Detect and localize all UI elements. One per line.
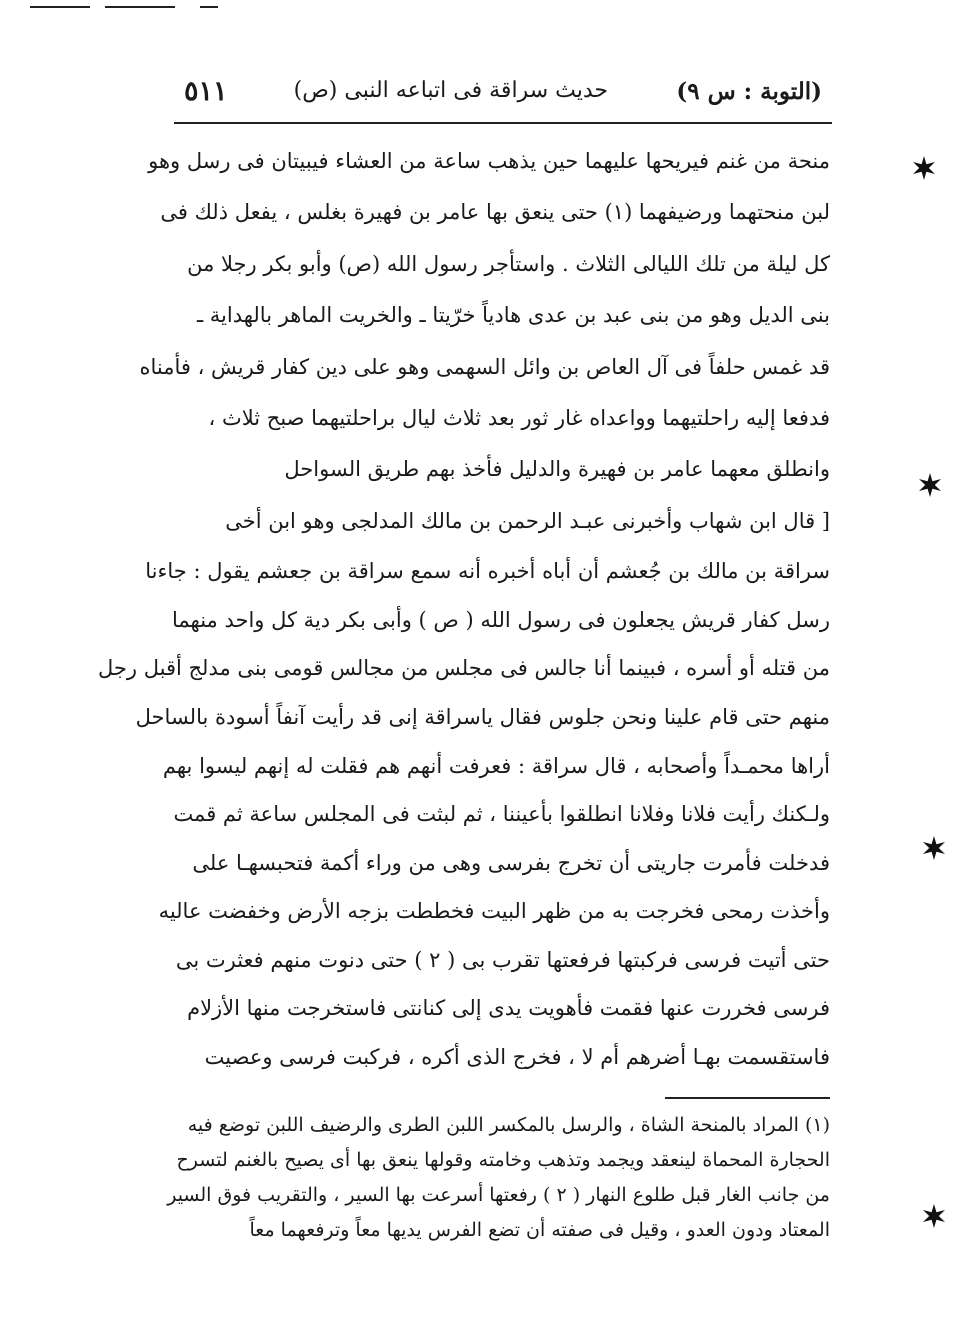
text-line: لبن منحتهما ورضيفهما (١) حتى ينعق بها عامر بن فهيرة بغلس ، يفعل ذلك فى [160, 200, 830, 225]
scan-mark [30, 6, 90, 8]
text-line: فدخلت فأمرت جاريتى أن تخرج بفرسى وهى من وراء أكمة فتحبسهـا على [192, 850, 830, 875]
star-icon [911, 155, 937, 181]
footnote-line: الحجارة المحماة لينعقد ويجمد وتذهب وخامته وقولها ينعق بها أى يصيح بالغنم لتسرح [176, 1149, 830, 1171]
text-line: كل ليلة من تلك الليالى الثلاث . واستأجر رسول الله (ص) وأبو بكر رجلا من [187, 251, 830, 276]
text-line: فاستقسمت بهـا أضرهم أم لا ، فخرج الذى أكره ، فركبت فرسى وعصيت [204, 1045, 830, 1070]
text-line: من قتله أو أسره ، فبينما أنا جالس فى مجلس من مجالس قومى بنى مدلج أقبل رجل [98, 656, 830, 681]
text-line: ولـكنك رأيت فلانا وفلانا انطلقوا بأعيننا ، ثم لبثت فى المجلس ساعة ثم قمت [173, 802, 830, 827]
scan-mark [200, 6, 218, 8]
footnote-line: (١) المراد بالمنحة الشاة ، والرسل بالمكسر اللبن الطرى والرضيف اللبن توضع فيه [187, 1114, 830, 1136]
text-line: أراها محمـداً وأصحابه ، قال سراقة : فعرفت أنهم هم فقلت له إنهم ليسوا بهم [162, 753, 830, 778]
text-line: فرسى فخررت عنها فقمت فأهويت يدى إلى كنانتى فاستخرجت منها الأزلام [187, 996, 830, 1021]
star-icon [921, 1203, 947, 1229]
footnotes [167, 1108, 830, 1248]
header-divider [174, 122, 832, 124]
text-line: حتى أتيت فرسى فركبتها فرفعتها تقرب بى ( ٢ ) حتى دنوت منهم فعثرت بى [175, 947, 830, 972]
star-icon [921, 835, 947, 861]
text-line: وانطلق معهما عامر بن فهيرة والدليل فأخذ بهم طريق السواحل [284, 457, 830, 482]
text-line: رسل كفار قريش يجعلون فى رسول الله ( ص ) وأبى بكر دية كل واحد منهما [171, 607, 830, 632]
text-line: فدفعا إليه راحلتيهما وواعداه غار ثور بعد ثلاث ليال براحلتيهما صبح ثلاث ، [208, 405, 830, 430]
text-line: سراقة بن مالك بن جُعشم أن أباه أخبره أنه سمع سراقة بن جعشم يقول : جاءنا [145, 559, 830, 584]
scan-mark [105, 6, 175, 8]
star-icon [917, 472, 943, 498]
main-text [98, 136, 830, 1082]
surah-reference: (التوبة : س ٩) [676, 78, 822, 105]
text-line: قد غمس حلفاً فى آل العاص بن وائل السهمى وهو على دين كفار قريش ، فأمناه [139, 354, 830, 379]
text-line: وأخذت رمحى فخرجت به من ظهر البيت فخططت بزجه الأرض وخفضت عاليه [158, 899, 830, 924]
footnote-divider [665, 1097, 830, 1099]
page-number: ٥١١ [184, 76, 228, 107]
text-line: بنى الديل وهو من بنى عبد بن عدى هادياً خرّيتا ـ والخريت الماهر بالهداية ـ [196, 303, 830, 328]
page-title: حديث سراقة فى اتباعه النبى (ص) [293, 78, 608, 103]
page-header [176, 72, 826, 122]
text-line: منحة من غنم فيريحها عليهما حين يذهب ساعة من العشاء فيبيتان فى رسل وهو [148, 149, 830, 173]
footnote-line: المعتاد ودون العدو ، وقيل فى صفته أن تضع الفرس يديها معاً وترفعهما معاً [249, 1219, 830, 1241]
footnote-line: من جانب الغار قبل طلوع النهار ( ٢ ) رفعتها أسرعت بها السير ، والتقريب فوق السير [167, 1184, 830, 1206]
text-line: منهم حتى قام علينا ونحن جلوس فقال ياسراقة إنى قد رأيت آنفاً أسودة بالساحل [135, 704, 830, 729]
text-line: [ قال ابن شهاب وأخبرنى عبـد الرحمن بن مالك المدلجى وهو ابن أخى [225, 508, 830, 533]
